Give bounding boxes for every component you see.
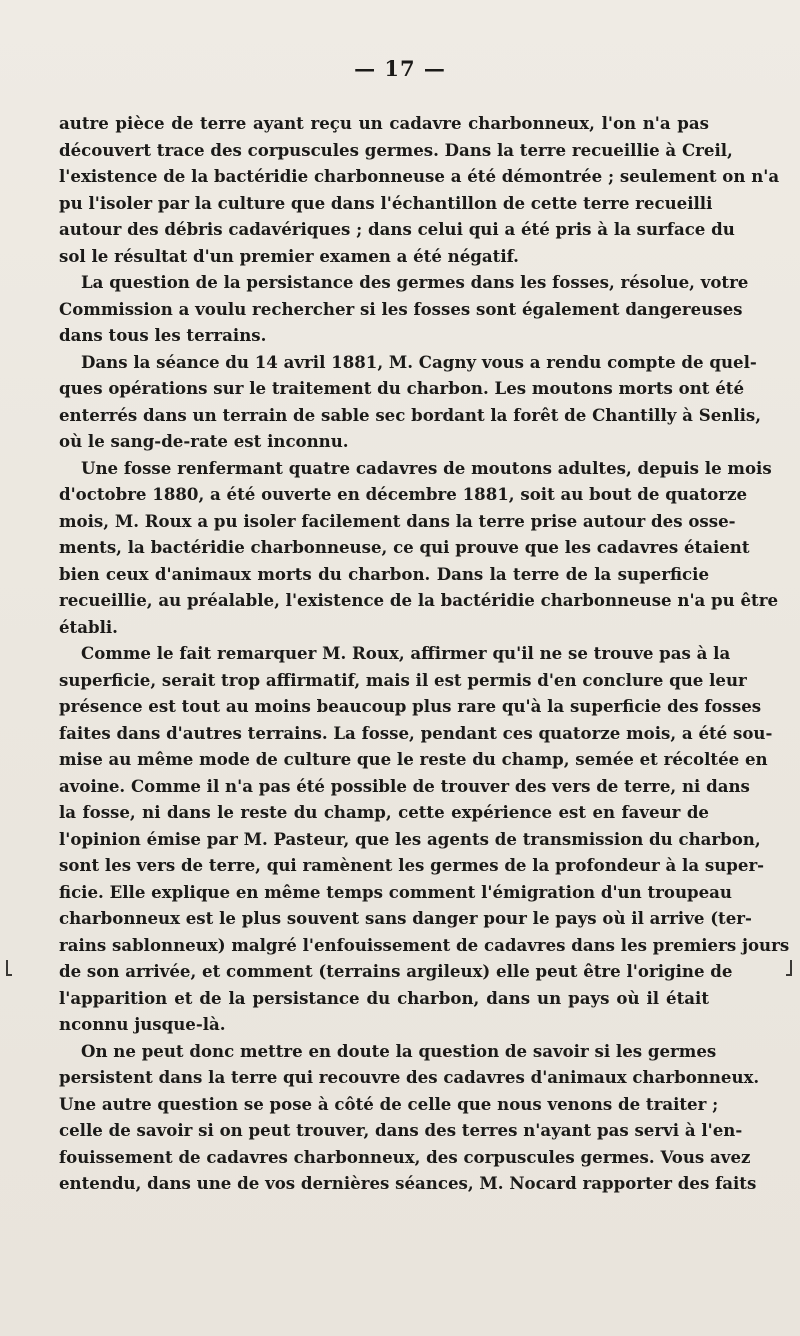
body-text: [59, 110, 790, 1197]
text-line: de son arrivée, et comment (terrains argileux) elle peut être l'origine de: [59, 961, 733, 981]
text-line: Une autre question se pose à côté de celle que nous venons de traiter ;: [59, 1093, 719, 1114]
text-line: ments, la bactéridie charbonneuse, ce qui prouve que les cadavres étaient: [59, 537, 750, 557]
text-line: l'apparition et de la persistance du charbon, dans un pays où il était: [59, 987, 709, 1008]
text-line: l'opinion émise par M. Pasteur, que les agents de transmission du charbon,: [59, 828, 761, 849]
binding-mark-left: [6, 960, 12, 976]
text-line: enterrés dans un terrain de sable sec bordant la forêt de Chantilly à Senlis,: [59, 404, 762, 425]
text-line: fouissement de cadavres charbonneux, des corpuscules germes. Vous avez: [59, 1146, 751, 1167]
text-line: autre pièce de terre ayant reçu un cadavre charbonneux, l'on n'a pas: [59, 113, 709, 133]
text-line: sont les vers de terre, qui ramènent les germes de la profondeur à la super-: [59, 855, 765, 875]
text-line: Commission a voulu rechercher si les fosses sont également dangereuses: [59, 298, 743, 319]
text-line: avoine. Comme il n'a pas été possible de trouver des vers de terre, ni dans: [59, 775, 750, 796]
text-line: découvert trace des corpuscules germes. Dans la terre recueillie à Creil,: [59, 139, 733, 160]
text-line: la fosse, ni dans le reste du champ, cette expérience est en faveur de: [59, 802, 709, 822]
text-line: celle de savoir si on peut trouver, dans des terres n'ayant pas servi à l'en-: [59, 1120, 743, 1140]
text-line: rains sablonneux) malgré l'enfouissement de cadavres dans les premiers jours: [59, 934, 790, 955]
text-line: établi.: [59, 616, 118, 637]
text-line: d'octobre 1880, a été ouverte en décembre 1881, soit au bout de quatorze: [59, 484, 748, 504]
text-line: ficie. Elle explique en même temps comment l'émigration d'un troupeau: [59, 881, 732, 902]
text-line: bien ceux d'animaux morts du charbon. Dans la terre de la superficie: [59, 563, 709, 584]
text-line: sol le résultat d'un premier examen a été négatif.: [59, 245, 519, 266]
text-line: faites dans d'autres terrains. La fosse, pendant ces quatorze mois, a été sou-: [59, 722, 773, 743]
text-line: ques opérations sur le traitement du charbon. Les moutons morts ont été: [59, 378, 745, 398]
text-line: entendu, dans une de vos dernières séances, M. Nocard rapporter des faits: [59, 1173, 757, 1193]
text-line: pu l'isoler par la culture que dans l'échantillon de cette terre recueilli: [59, 192, 713, 213]
text-line: La question de la persistance des germes dans les fosses, résolue, votre: [81, 272, 749, 292]
binding-mark-right: [786, 960, 792, 976]
text-line: présence est tout au moins beaucoup plus rare qu'à la superficie des fosses: [59, 696, 762, 716]
text-line: où le sang-de-rate est inconnu.: [59, 431, 349, 451]
text-line: Dans la séance du 14 avril 1881, M. Cagny vous a rendu compte de quel-: [81, 351, 757, 372]
text-line: On ne peut donc mettre en doute la question de savoir si les germes: [81, 1040, 717, 1061]
text-line: Comme le fait remarquer M. Roux, affirmer qu'il ne se trouve pas à la: [81, 643, 731, 663]
page-number: — 17 —: [354, 56, 446, 81]
text-line: persistent dans la terre qui recouvre des cadavres d'animaux charbonneux.: [59, 1067, 760, 1087]
text-line: superficie, serait trop affirmatif, mais il est permis d'en conclure que leur: [59, 669, 747, 690]
text-line: mois, M. Roux a pu isoler facilement dans la terre prise autour des osse-: [59, 510, 736, 531]
text-line: autour des débris cadavériques ; dans celui qui a été pris à la surface du: [59, 219, 735, 239]
text-line: charbonneux est le plus souvent sans danger pour le pays où il arrive (ter-: [59, 908, 752, 928]
text-line: recueillie, au préalable, l'existence de la bactéridie charbonneuse n'a pu être: [59, 590, 779, 610]
text-line: dans tous les terrains.: [59, 325, 267, 345]
text-line: nconnu jusque-là.: [59, 1014, 226, 1034]
text-line: l'existence de la bactéridie charbonneuse a été démontrée ; seulement on n'a: [59, 166, 780, 186]
text-line: Une fosse renfermant quatre cadavres de moutons adultes, depuis le mois: [81, 457, 772, 478]
text-line: mise au même mode de culture que le reste du champ, semée et récoltée en: [59, 749, 768, 769]
